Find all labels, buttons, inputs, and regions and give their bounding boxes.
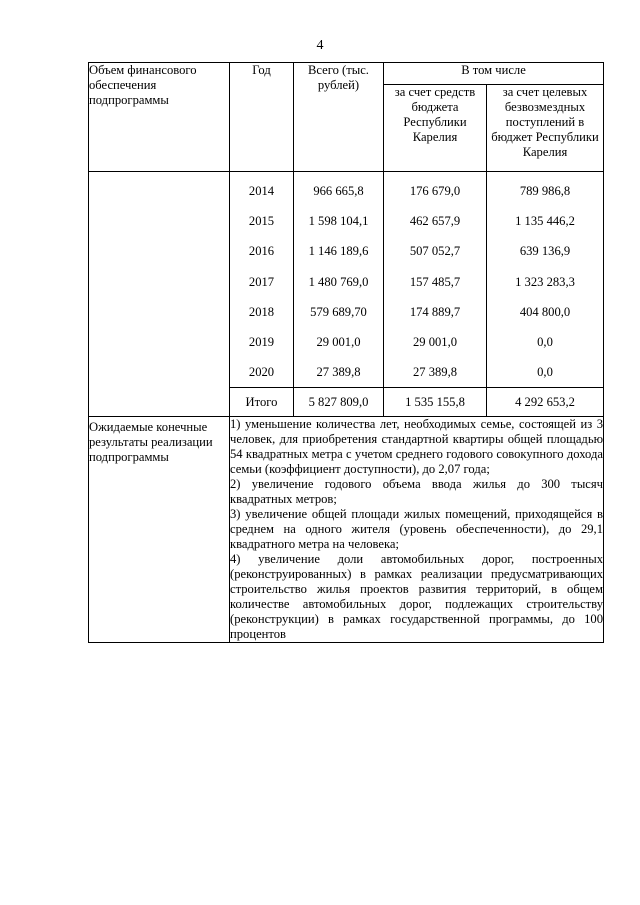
budget-cell: 462 657,9: [409, 214, 461, 229]
results-text: [230, 417, 604, 643]
results-item: 3) увеличение общей площади жилых помещений, приходящейся в среднем на одного жителя (уровень обеспеченности), до 29,1 квадратного метра на человека;: [230, 507, 603, 552]
total-row-total: 5 827 809,0: [294, 388, 384, 417]
budget-column: [384, 172, 487, 388]
funding-label-spacer: [89, 388, 230, 417]
budget-cell: 29 001,0: [412, 334, 458, 349]
grants-cell: 789 986,8: [519, 184, 571, 198]
year-cell: 2016: [248, 244, 275, 259]
col-year-header: Год: [230, 63, 294, 172]
results-item: 1) уменьшение количества лет, необходимых семье, состоящей из 3 человек, для приобретения стандартной квартиры общей площадью 54 квадратных метра с учетом среднего годового совокупного дохода семьи (коэффициент доступности), до 2,07 года;: [230, 417, 603, 477]
grants-column: [487, 172, 604, 388]
total-cell: 29 001,0: [316, 334, 361, 349]
col-grants-header: за счет целевых безвозмездных поступлений в бюджет Республики Карелия: [487, 85, 604, 172]
total-column: [294, 172, 384, 388]
budget-cell: 176 679,0: [409, 184, 461, 198]
passport-table: [88, 62, 604, 643]
grants-cell: 404 800,0: [519, 304, 571, 319]
budget-cell: 174 889,7: [409, 304, 461, 319]
year-cell: 2015: [248, 214, 275, 229]
year-cell: 2020: [248, 365, 275, 380]
results-row: [89, 417, 604, 643]
total-row-grants: 4 292 653,2: [487, 388, 604, 417]
results-item: 2) увеличение годового объема ввода жилья до 300 тысяч квадратных метров;: [230, 477, 603, 507]
funding-label: Объем финансового обеспечения подпрограммы: [89, 63, 230, 172]
total-cell: 1 146 189,6: [308, 244, 369, 259]
funding-total-row: [89, 388, 604, 417]
total-cell: 1 598 104,1: [308, 214, 369, 229]
year-cell: 2018: [248, 304, 275, 319]
total-row-label: Итого: [230, 388, 294, 417]
year-column: [230, 172, 294, 388]
budget-cell: 507 052,7: [409, 244, 461, 259]
grants-cell: 639 136,9: [519, 244, 571, 259]
year-cell: 2017: [248, 274, 275, 289]
page-number: 4: [316, 38, 324, 53]
grants-cell: 0,0: [537, 334, 553, 349]
budget-cell: 27 389,8: [412, 365, 458, 380]
year-cell: 2019: [248, 334, 275, 349]
total-cell: 1 480 769,0: [308, 274, 369, 289]
total-row-budget: 1 535 155,8: [384, 388, 487, 417]
funding-header-row: [89, 63, 604, 85]
col-including-header: В том числе: [384, 63, 604, 85]
total-cell: 966 665,8: [313, 184, 364, 198]
grants-cell: 1 135 446,2: [515, 214, 575, 229]
col-total-header: Всего (тыс. рублей): [294, 63, 384, 172]
results-item: 4) увеличение доли автомобильных дорог, построенных (реконструированных) в рамках реализации предусматривающих строительство жилья проектов развития территорий, в общем количестве автомобильных дорог, подлежащих строительству (реконструкции) в рамках государственной программы, до 100 процентов: [230, 552, 603, 642]
total-cell: 27 389,8: [316, 365, 361, 380]
year-cell: 2014: [248, 184, 275, 198]
total-cell: 579 689,70: [310, 304, 367, 319]
funding-label-spacer: [89, 172, 230, 388]
results-label: Ожидаемые конечные результаты реализации подпрограммы: [89, 417, 230, 643]
budget-cell: 157 485,7: [409, 274, 461, 289]
grants-cell: 1 323 283,3: [515, 274, 575, 289]
grants-cell: 0,0: [537, 365, 553, 380]
col-budget-header: за счет средств бюджета Республики Карелия: [384, 85, 487, 172]
funding-data-row: [89, 172, 604, 388]
